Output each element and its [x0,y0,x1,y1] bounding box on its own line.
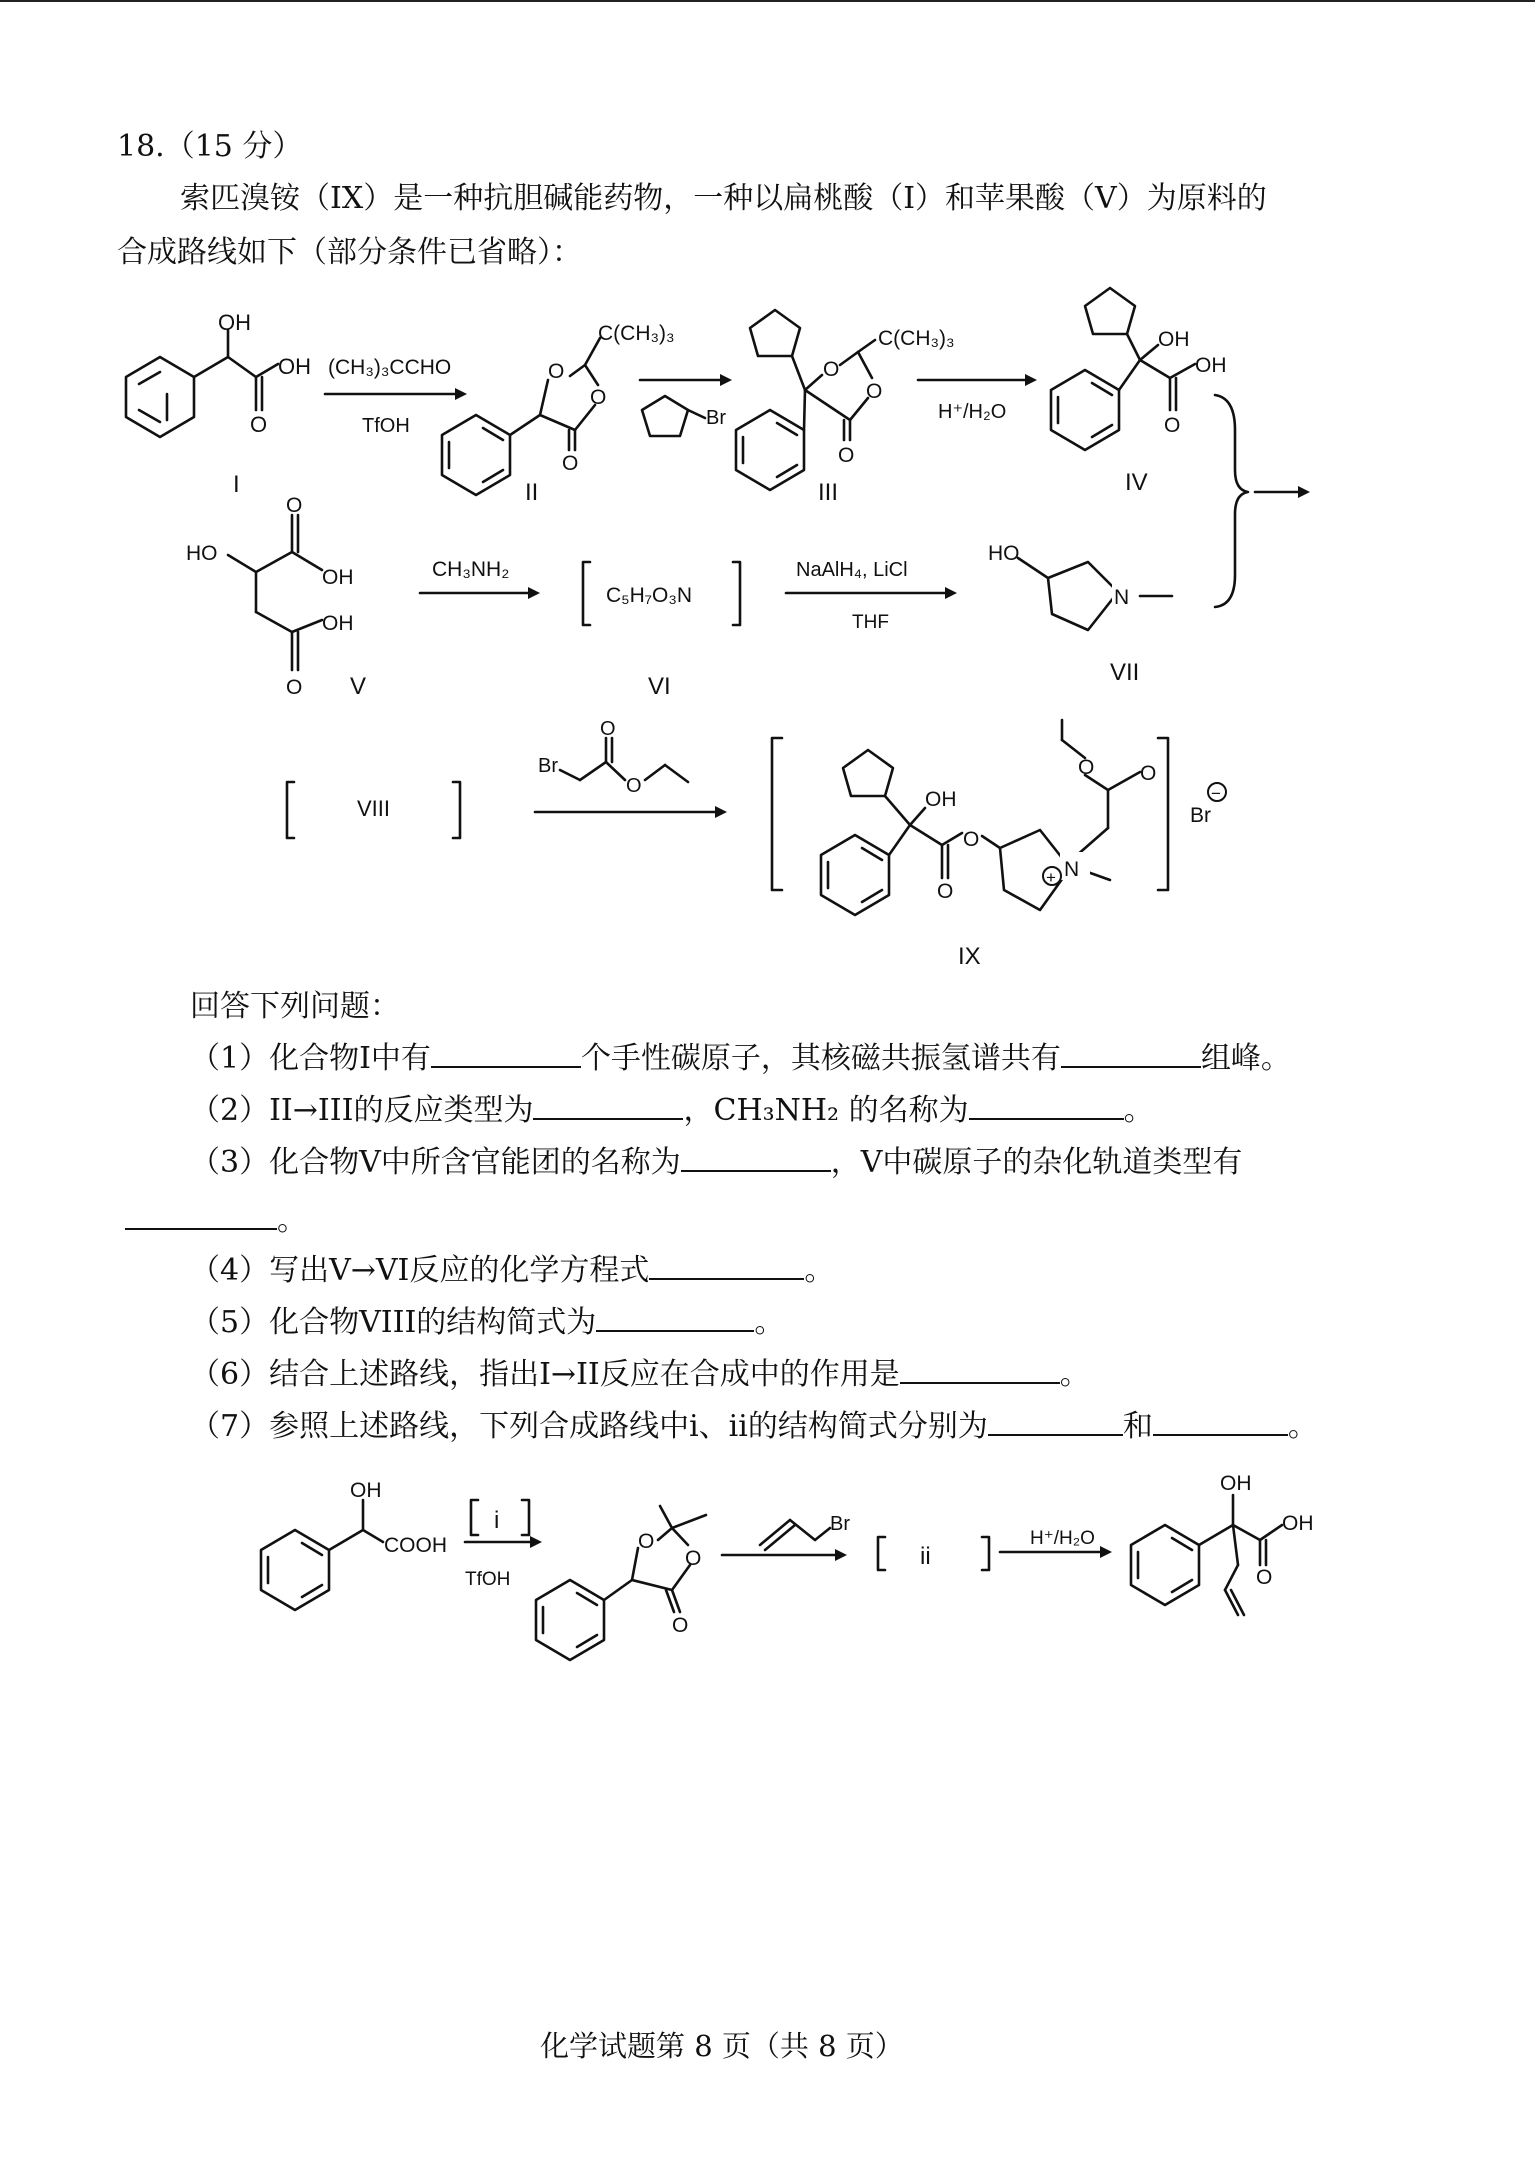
q7-mandelic-acid [261,1500,383,1610]
q7-dioxolanone-o3: O [672,1614,689,1637]
compound-III-label: III [818,479,839,506]
reagent-pivaldehyde: (CH₃)₃CCHO [328,356,452,379]
compound-IX-o-carbonyl: O [937,880,954,903]
question-5 [190,1302,784,1342]
compound-V-oh2: OH [322,612,354,635]
compound-V-label: V [350,673,367,700]
compound-IX-plus: + [1046,868,1056,887]
question-7-text-b: 和 [1122,1409,1153,1444]
q7-oh: OH [350,1479,382,1502]
q7-i-bracket-right [522,1500,529,1535]
question-1-text-c: 组峰。 [1200,1041,1291,1076]
compound-IX-bracket-left [772,738,782,890]
compound-VI-label: VI [648,673,671,700]
q7-dioxolanone-o1: O [638,1530,655,1553]
compound-VII-label: VII [1110,659,1140,686]
compound-II-label: II [525,479,539,506]
compound-III-tbu: C(CH₃)₃ [878,327,955,350]
combine-brace [1215,395,1248,607]
compound-V-ho: HO [186,542,218,565]
compound-IX-oh: OH [925,788,957,811]
q7-product-oh-acid: OH [1282,1512,1314,1535]
question-2-text-a: （2）II→III的反应类型为 [190,1093,534,1128]
question-6-text-a: （6）结合上述路线，指出I→II反应在合成中的作用是 [190,1357,900,1392]
question-2-text-c: 。 [1123,1093,1154,1128]
compound-V-o1: O [286,494,303,517]
question-2 [190,1090,1154,1130]
question-6-text-b: 。 [1059,1357,1090,1392]
q7-product [1131,1495,1282,1615]
reagent-thf: THF [852,612,889,633]
q7-product-oh: OH [1220,1472,1252,1495]
compound-I-o: O [250,412,268,437]
compound-VII-structure [1018,558,1172,630]
question-1-text-a: （1）化合物I中有 [190,1041,431,1076]
q7-acid: H⁺/H₂O [1030,1528,1095,1549]
reagent-nalh4-licl: NaAlH₄, LiCl [796,559,908,581]
question-3-text-c: 。 [277,1203,307,1238]
reagent-br: Br [706,407,726,429]
compound-IX-structure [821,720,1140,915]
question-7-text-c: 。 [1287,1409,1318,1444]
compound-IV-oh: OH [1158,328,1190,351]
question-5-text-b: 。 [754,1305,785,1340]
compound-II-tbu: C(CH₃)₃ [598,322,675,345]
question-4-text-b: 。 [804,1253,835,1288]
q7-allyl-bromide [760,1520,830,1550]
question-4 [190,1250,834,1290]
answer-blank-3b[interactable] [125,1200,277,1230]
compound-II-o2: O [590,386,607,409]
compound-I-oh-top: OH [218,310,251,335]
compound-IX-minus: − [1211,784,1221,803]
arrow-VIII-IX-head [715,806,727,818]
q7-product-o: O [1256,1566,1273,1589]
answer-blank-1a[interactable] [431,1038,581,1068]
compound-VIII-bracket-left [287,782,294,838]
compound-VI-bracket-right [733,562,740,625]
question-3-text-b: ，V中碳原子的杂化轨道类型有 [830,1145,1243,1180]
q7-ii-bracket-left [878,1537,885,1570]
compound-IX-n: N [1064,858,1080,881]
compound-II-o1: O [548,360,565,383]
question-5-text-a: （5）化合物VIII的结构简式为 [190,1305,597,1340]
question-1-text-b: 个手性碳原子，其核磁共振氢谱共有 [580,1041,1061,1076]
question-number: 18. [117,129,165,164]
q7-dioxolanone-o2: O [685,1547,702,1570]
arrow-VI-VII-head [945,587,957,599]
compound-IX-o-acetyl: O [1140,762,1157,785]
compound-III-o2: O [866,380,883,403]
compound-IX-o-ester: O [963,828,980,851]
q7-cooh: COOH [384,1534,447,1557]
question-7 [190,1406,1318,1446]
compound-I-label: I [233,471,240,498]
question-3 [190,1142,1242,1182]
compound-V-o2: O [286,676,303,699]
question-6 [190,1354,1090,1394]
arrow-II-III-head [720,374,732,386]
compound-IV-label: IV [1125,469,1148,496]
answer-blank-3a[interactable] [681,1142,831,1172]
page-footer: 化学试题第 8 页（共 8 页） [540,2029,904,2063]
intro-line-1: 索匹溴铵（IX）是一种抗胆碱能药物，一种以扁桃酸（I）和苹果酸（V）为原料的 [180,181,1267,216]
question-3-text-a: （3）化合物V中所含官能团的名称为 [190,1145,681,1180]
compound-VIII-bracket-right [453,782,460,838]
compound-IX-bromide: Br [1190,804,1211,827]
question-1 [190,1038,1291,1078]
compound-I-oh-acid: OH [278,354,311,379]
reagent-tfoh: TfOH [362,415,410,437]
reagent-bromo-br: Br [538,755,558,777]
answer-prompt: 回答下列问题： [190,989,400,1024]
question-3-cont [125,1200,307,1240]
reagent-ethyl-bromoacetate [560,738,688,782]
compound-II-o3: O [562,452,579,475]
answer-blank-2a[interactable] [533,1090,683,1120]
answer-blank-1b[interactable] [1061,1038,1201,1068]
compound-VI-bracket-left [583,562,590,625]
arrow-V-VI-head [528,587,540,599]
answer-blank-2b[interactable] [969,1090,1124,1120]
compound-IV-oh-acid: OH [1195,354,1227,377]
answer-blank-7b[interactable] [1153,1406,1288,1436]
compound-VII-ho: HO [988,542,1020,565]
compound-III-o1: O [823,358,840,381]
q7-arrow-3-head [1100,1546,1112,1558]
question-4-text-a: （4）写出V→VI反应的化学方程式 [190,1253,650,1288]
q7-ii-label: ii [920,1543,931,1570]
arrow-I-II-head [455,388,467,400]
arrow-combine-head [1298,486,1310,498]
reagent-methylamine: CH₃NH₂ [432,558,510,581]
compound-IX-o-ethoxy: O [1078,756,1095,779]
answer-blank-6[interactable] [900,1354,1060,1384]
reagent-bromo-o2: O [626,775,642,797]
reagent-cyclopentyl-bromide [642,396,705,436]
compound-IX-label: IX [958,943,981,970]
q7-i-bracket-left [471,1500,478,1535]
compound-VIII-label: VIII [357,796,391,821]
q7-arrow-1-head [530,1536,542,1548]
question-points: （15 分） [164,129,303,164]
question-2-text-b: ，CH₃NH₂ 的名称为 [683,1093,969,1128]
reagent-acid-water: H⁺/H₂O [938,401,1007,423]
compound-IX-bracket-right [1158,738,1168,890]
compound-V-structure [228,515,322,670]
compound-III-o3: O [838,444,855,467]
q7-br: Br [830,1513,850,1535]
compound-VII-n: N [1114,586,1130,609]
q7-i-label: i [494,1507,500,1534]
reagent-bromo-o1: O [600,718,616,740]
answer-blank-4[interactable] [649,1250,804,1280]
compound-V-oh1: OH [322,566,354,589]
question-7-text-a: （7）参照上述路线，下列合成路线中i、ii的结构简式分别为 [190,1409,988,1444]
answer-blank-5[interactable] [596,1302,754,1332]
q7-tfoh: TfOH [465,1569,511,1590]
arrow-III-IV-head [1025,374,1037,386]
answer-blank-7a[interactable] [988,1406,1123,1436]
q7-ii-bracket-right [982,1537,989,1570]
intro-line-2: 合成路线如下（部分条件已省略）： [117,235,582,270]
compound-IV-o: O [1164,414,1181,437]
q7-arrow-2-head [835,1549,847,1561]
compound-VI-formula: C₅H₇O₃N [606,584,693,607]
